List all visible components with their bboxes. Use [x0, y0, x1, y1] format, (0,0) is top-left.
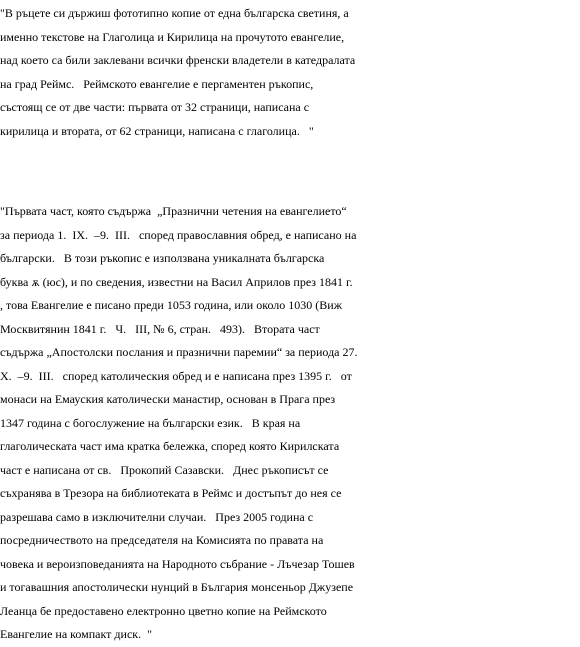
text-line: част е написана от св. Прокопий Сазавски. Днес ръкописът се [0, 462, 329, 477]
text-line: човека и вероизповеданията на Народното събрание - Лъчезар Тошев [0, 556, 355, 571]
text-line: , това Евангелие е писано преди 1053 година, или около 1030 (Виж [0, 298, 342, 312]
text-line: български. В този ръкопис е използвана уникалната българска [0, 251, 325, 265]
text-line: 1347 година с богослужение на български език. В края на [0, 415, 301, 430]
text-line: кирилица и втората, от 62 страници, написана с глаголица. " [0, 123, 314, 138]
text-line: разрешава само в изключителни случаи. През 2005 година с [0, 509, 314, 524]
text-line: състоящ се от две части: първата от 32 страници, написана с [0, 100, 310, 114]
text-line: посредничеството на председателя на Комисията по правата на [0, 533, 324, 547]
text-line: монаси на Емауския католически манастир, основан в Прага през [0, 392, 336, 406]
text-line: Москвитянин 1841 г. Ч. III, № 6, стран. 493). Втората част [0, 321, 320, 336]
text-line: именно текстове на Глаголица и Кирилица на прочутото евангелие, [0, 29, 345, 44]
text-line: Евангелие на компакт диск. " [0, 627, 152, 641]
text-line: Х. –9. III. според католическия обред и е написана през 1395 г. от [0, 368, 352, 383]
text-line: над което са били заклевани всички френски владетели в катедралата [0, 53, 356, 67]
text-line: на град Реймс. Реймското евангелие е пергаментен ръкопис, [0, 76, 314, 91]
text-line: съдържа „Апостолски послания и празнични паремии“ за периода 27. [0, 345, 358, 359]
text-line: съхранява в Трезора на библиотеката в Реймс и достъпът до нея се [0, 486, 342, 500]
text-line: "В ръцете си държиш фототипно копие от една българска светиня, а [0, 6, 349, 20]
text-line: буква ѫ (юс), и по сведения, известни на Васил Априлов през 1841 г. [0, 274, 353, 289]
paragraph-details [0, 200, 580, 647]
text-line: "Първата част, която съдържа „Празнични четения на евангелието“ [0, 204, 347, 218]
text-line: и тогавашния апостолически нунций в България монсеньор Джузепе [0, 580, 354, 594]
text-line: глаголическата част има кратка бележка, според която Кирилската [0, 439, 340, 453]
text-line: Леанца бе предоставено електронно цветно копие на Реймското [0, 603, 327, 618]
text-line: за периода 1. IX. –9. III. според православния обред, е написано на [0, 227, 357, 242]
paragraph-intro [0, 2, 580, 143]
